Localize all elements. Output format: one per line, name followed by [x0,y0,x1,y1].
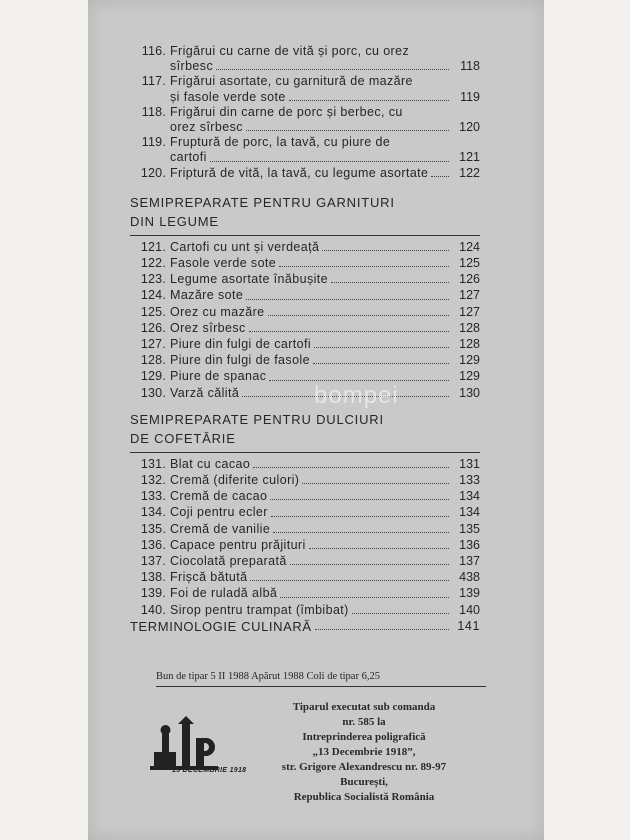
colophon [156,671,486,687]
entry-number: 122. [140,256,166,271]
entry-title: Cremă de vanilie [170,521,271,536]
entry-number: 119. [141,135,166,150]
section-heading-line: DIN LEGUME [130,213,219,229]
page-number: 126 [459,272,480,287]
page-number: 128 [459,337,480,352]
section-rule [130,235,480,236]
dot-leader [352,613,449,614]
toc-entry [130,74,480,104]
page-number: 134 [459,489,480,504]
toc-entry [130,505,480,520]
entry-title: Capace pentru prăjituri [170,537,306,552]
entry-title: Blat cu cacao [170,456,251,471]
entry-number: 130. [140,385,166,400]
page-number: 118 [460,59,480,74]
toc-entry [130,538,480,553]
entry-title: Sirop pentru trampat (îmbibat) [170,602,349,617]
toc-entry [130,105,480,135]
page-number: 140 [459,602,480,617]
page-number: 124 [459,239,480,254]
entry-number: 126. [140,320,166,335]
toc-entry [130,457,480,472]
page-number: 136 [459,537,480,552]
entry-line [170,59,480,74]
entry-number: 140. [140,602,166,617]
page-number: 119 [460,89,480,104]
colophon-rule [156,686,486,687]
page-number: 129 [459,353,480,368]
entry-title: Cremă de cacao [170,489,268,504]
toc-entry [130,586,480,601]
page-number: 120 [459,120,480,135]
printer-imprint [248,700,480,805]
toc-entry [130,353,480,368]
entry-title: Fasole verde sote [170,256,277,271]
entry-body [170,166,480,181]
entry-line [170,44,480,59]
dot-leader [270,499,449,500]
entry-number: 125. [140,304,166,319]
entry-number: 136. [140,537,166,552]
imprint-line: Republica Socialistă România [293,791,435,803]
terminology-label: TERMINOLOGIE CULINARĂ [130,618,312,634]
entry-line [170,150,480,165]
entry-title: Varză călită [170,385,240,400]
toc-entry-terminology [130,619,480,634]
entry-line [170,166,480,181]
section-heading-line: DE COFETĂRIE [130,430,236,446]
entry-title: Frigărui din carne de porc și berbec, cu [170,104,403,119]
page-number: 438 [459,570,480,585]
entry-number: 129. [140,369,166,384]
table-of-contents [130,44,480,634]
dot-leader [216,69,449,70]
entry-title: Frigărui asortate, cu garnitură de mazăre [170,74,413,89]
entry-line [170,90,480,105]
entry-title: Foi de ruladă albă [170,586,278,601]
entry-number: 137. [140,554,166,569]
entry-body [170,105,480,135]
section-heading-line: SEMIPREPARATE PENTRU GARNITURI [130,194,395,210]
dot-leader [210,161,449,162]
entry-number: 138. [140,570,166,585]
dot-leader [314,347,449,348]
entry-number: 132. [140,473,166,488]
entry-number: 117. [141,74,166,89]
watermark: bompei [314,382,399,409]
imprint-line: Intreprinderea poligrafică [302,731,426,743]
page-number: 135 [459,521,480,536]
logo-tagline: 13 DECEMBRIE 1918 [172,767,247,774]
entry-title: Coji pentru ecler [170,505,268,520]
section-heading-desserts [130,410,480,448]
entry-title: Mazăre sote [170,288,244,303]
dot-leader [271,516,449,517]
page-number: 131 [459,456,480,471]
entry-title: Piure de spanac [170,369,267,384]
dot-leader [280,597,449,598]
entry-title: și fasole verde sote [170,89,286,104]
entry-number: 124. [140,288,166,303]
page-number: 127 [459,304,480,319]
page-number: 137 [459,554,480,569]
entry-number: 134. [140,505,166,520]
entry-title: Orez cu mazăre [170,304,265,319]
entry-number: 133. [140,489,166,504]
dot-leader [249,331,449,332]
entry-title: Ciocolată preparată [170,554,287,569]
entry-title: Frișcă bătută [170,570,248,585]
dot-leader [315,629,449,630]
toc-entry [130,305,480,320]
toc-entry [130,240,480,255]
toc-entry [130,386,480,401]
entry-title: Frigărui cu carne de vită și porc, cu orez [170,44,410,58]
imprint-line: Tiparul executat sub comanda [292,701,436,713]
dot-leader [331,282,449,283]
entry-number: 116. [141,44,166,58]
imprint-line: nr. 585 la [342,716,386,728]
entry-number: 120. [140,165,166,180]
dot-leader [431,176,449,177]
dot-leader [269,380,449,381]
toc-entry [130,321,480,336]
toc-entry [130,44,480,74]
imprint-line: „13 Decembrie 1918”, [312,746,416,758]
entry-title: sîrbesc [170,59,214,74]
entry-number: 127. [140,337,166,352]
toc-entry [130,337,480,352]
page-number: 125 [459,256,480,271]
page-number: 122 [459,165,480,180]
imprint-line: București, [340,776,388,788]
toc-entry [130,489,480,504]
page-number: 134 [459,505,480,520]
toc-group-garnishes [130,240,480,401]
dot-leader [302,483,449,484]
section-heading-garnishes [130,193,480,231]
toc-entry [130,603,480,618]
page-number: 127 [459,288,480,303]
entry-body [170,44,480,74]
entry-title: Orez sîrbesc [170,320,246,335]
toc-entry [130,288,480,303]
toc-entry [130,522,480,537]
dot-leader [246,299,449,300]
imprint-line: str. Grigore Alexandrescu nr. 89-97 [281,761,447,773]
entry-title: Fruptură de porc, la tavă, cu piure de [170,135,391,150]
toc-entry [130,554,480,569]
entry-line [170,120,480,135]
dot-leader [253,467,449,468]
entry-title: Cartofi cu unt și verdeață [170,239,320,254]
dot-leader [246,130,449,131]
dot-leader [313,363,449,364]
dot-leader [279,266,449,267]
entry-number: 139. [140,586,166,601]
entry-title: orez sîrbesc [170,120,243,135]
page-number: 129 [459,369,480,384]
entry-number: 128. [140,353,166,368]
dot-leader [309,548,449,549]
entry-number: 135. [140,521,166,536]
entry-title: cartofi [170,150,207,165]
entry-number: 131. [140,456,166,471]
entry-number: 118. [141,104,166,119]
page-number: 128 [459,320,480,335]
toc-entry [130,256,480,271]
page-number: 139 [459,586,480,601]
dot-leader [273,532,449,533]
section-rule [130,452,480,453]
dot-leader [289,100,449,101]
entry-title: Cremă (diferite culori) [170,473,300,488]
entry-line [170,105,480,120]
page-number: 141 [457,618,480,633]
toc-group-desserts [130,457,480,618]
toc-entry [130,369,480,384]
page-number: 130 [459,385,480,400]
section-heading-line: SEMIPREPARATE PENTRU DULCIURI [130,411,384,427]
dot-leader [290,564,449,565]
entry-number: 123. [140,272,166,287]
print-details: Bun de tipar 5 II 1988 Apărut 1988 Coli de tipar 6,25 [156,671,380,682]
toc-group-main-dishes [130,44,480,181]
toc-entry [130,473,480,488]
entry-title: Piure din fulgi de fasole [170,353,310,368]
dot-leader [322,250,449,251]
toc-entry [130,570,480,585]
toc-entry [130,272,480,287]
entry-title: Legume asortate înăbușite [170,272,329,287]
toc-entry [130,166,480,181]
page-number: 121 [459,150,480,165]
entry-number: 121. [140,239,166,254]
dot-leader [268,315,449,316]
page-number: 133 [459,473,480,488]
entry-body [170,135,480,165]
dot-leader [250,580,449,581]
entry-line [170,135,480,150]
entry-title: Friptură de vită, la tavă, cu legume asortate [170,165,429,180]
entry-line [170,74,480,89]
entry-title: Piure din fulgi de cartofi [170,337,312,352]
entry-body [170,74,480,104]
toc-entry [130,135,480,165]
